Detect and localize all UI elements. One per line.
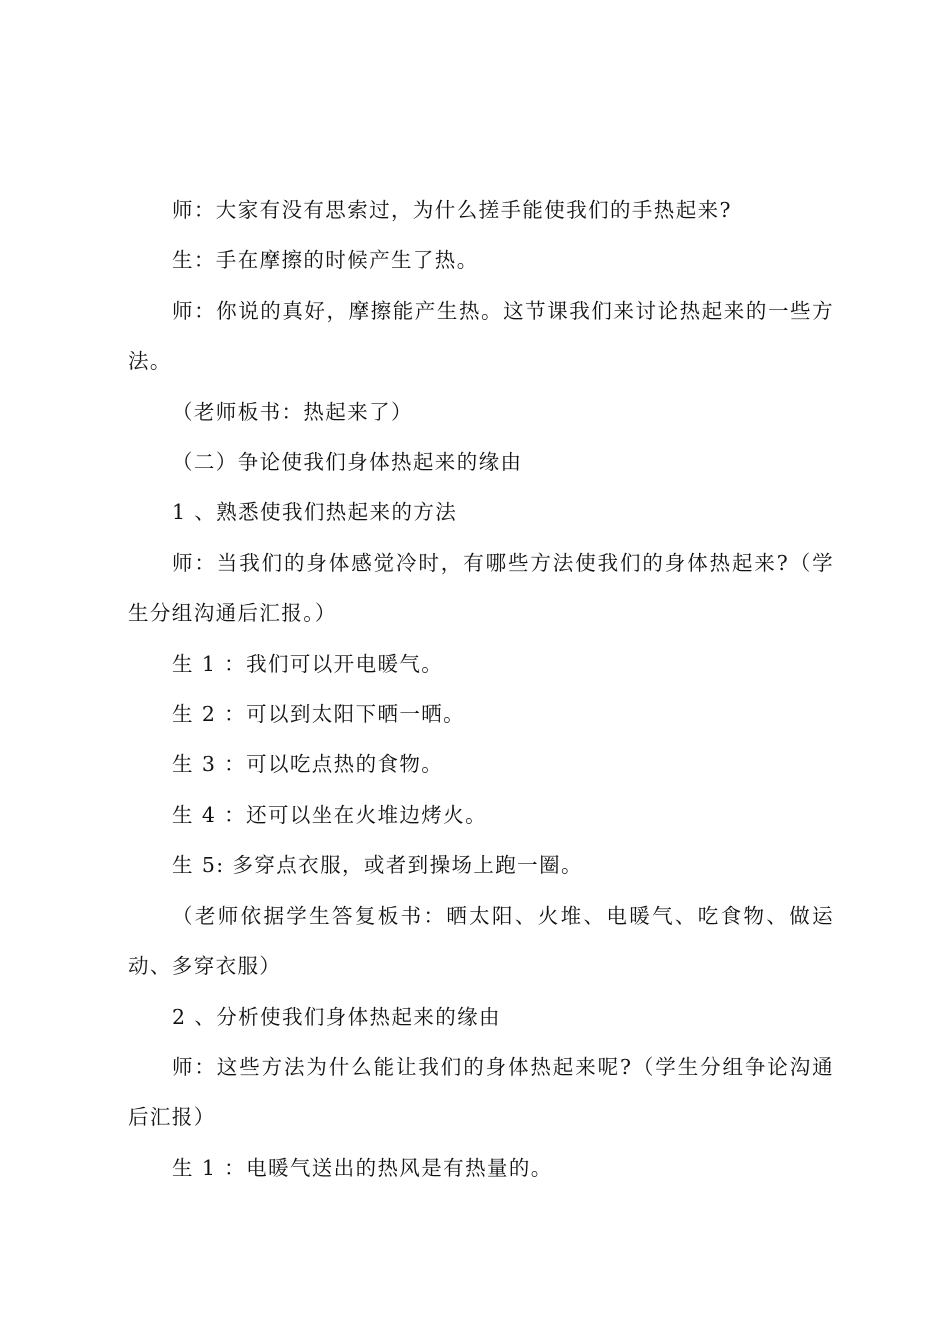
paragraph: 师：大家有没有思索过，为什么搓手能使我们的手热起来?: [172, 198, 732, 222]
paragraph: 生 3 ：可以吃点热的食物。: [172, 752, 444, 777]
paragraph: （老师依据学生答复板书：晒太阳、火堆、电暖气、吃食物、做运动、多穿衣服）: [128, 903, 834, 979]
paragraph: 生 1 ：电暖气送出的热风是有热量的。: [172, 1155, 553, 1180]
section-heading: （二）争论使我们身体热起来的缘由: [172, 450, 523, 475]
paragraph: 生：手在摩擦的时候产生了热。: [172, 248, 479, 273]
paragraph: 师：这些方法为什么能让我们的身体热起来呢?（学生分组争论沟通后汇报）: [128, 1054, 834, 1130]
subsection-heading: 2 、分析使我们身体热起来的缘由: [172, 1004, 501, 1029]
paragraph: 师：当我们的身体感觉冷时，有哪些方法使我们的身体热起来?（学生分组沟通后汇报。）: [128, 550, 834, 626]
paragraph: 生 5: 多穿点衣服，或者到操场上跑一圈。: [172, 853, 583, 878]
paragraph: 生 2 ：可以到太阳下晒一晒。: [172, 702, 466, 727]
paragraph: 生 4 ：还可以坐在火堆边烤火。: [172, 802, 487, 827]
paragraph: 生 1 ：我们可以开电暖气。: [172, 651, 444, 676]
paragraph: （老师板书：热起来了）: [172, 399, 413, 424]
subsection-heading: 1 、熟悉使我们热起来的方法: [172, 500, 458, 525]
document-body: [128, 185, 834, 1193]
paragraph: 师：你说的真好，摩擦能产生热。这节课我们来讨论热起来的一些方法。: [128, 298, 834, 374]
